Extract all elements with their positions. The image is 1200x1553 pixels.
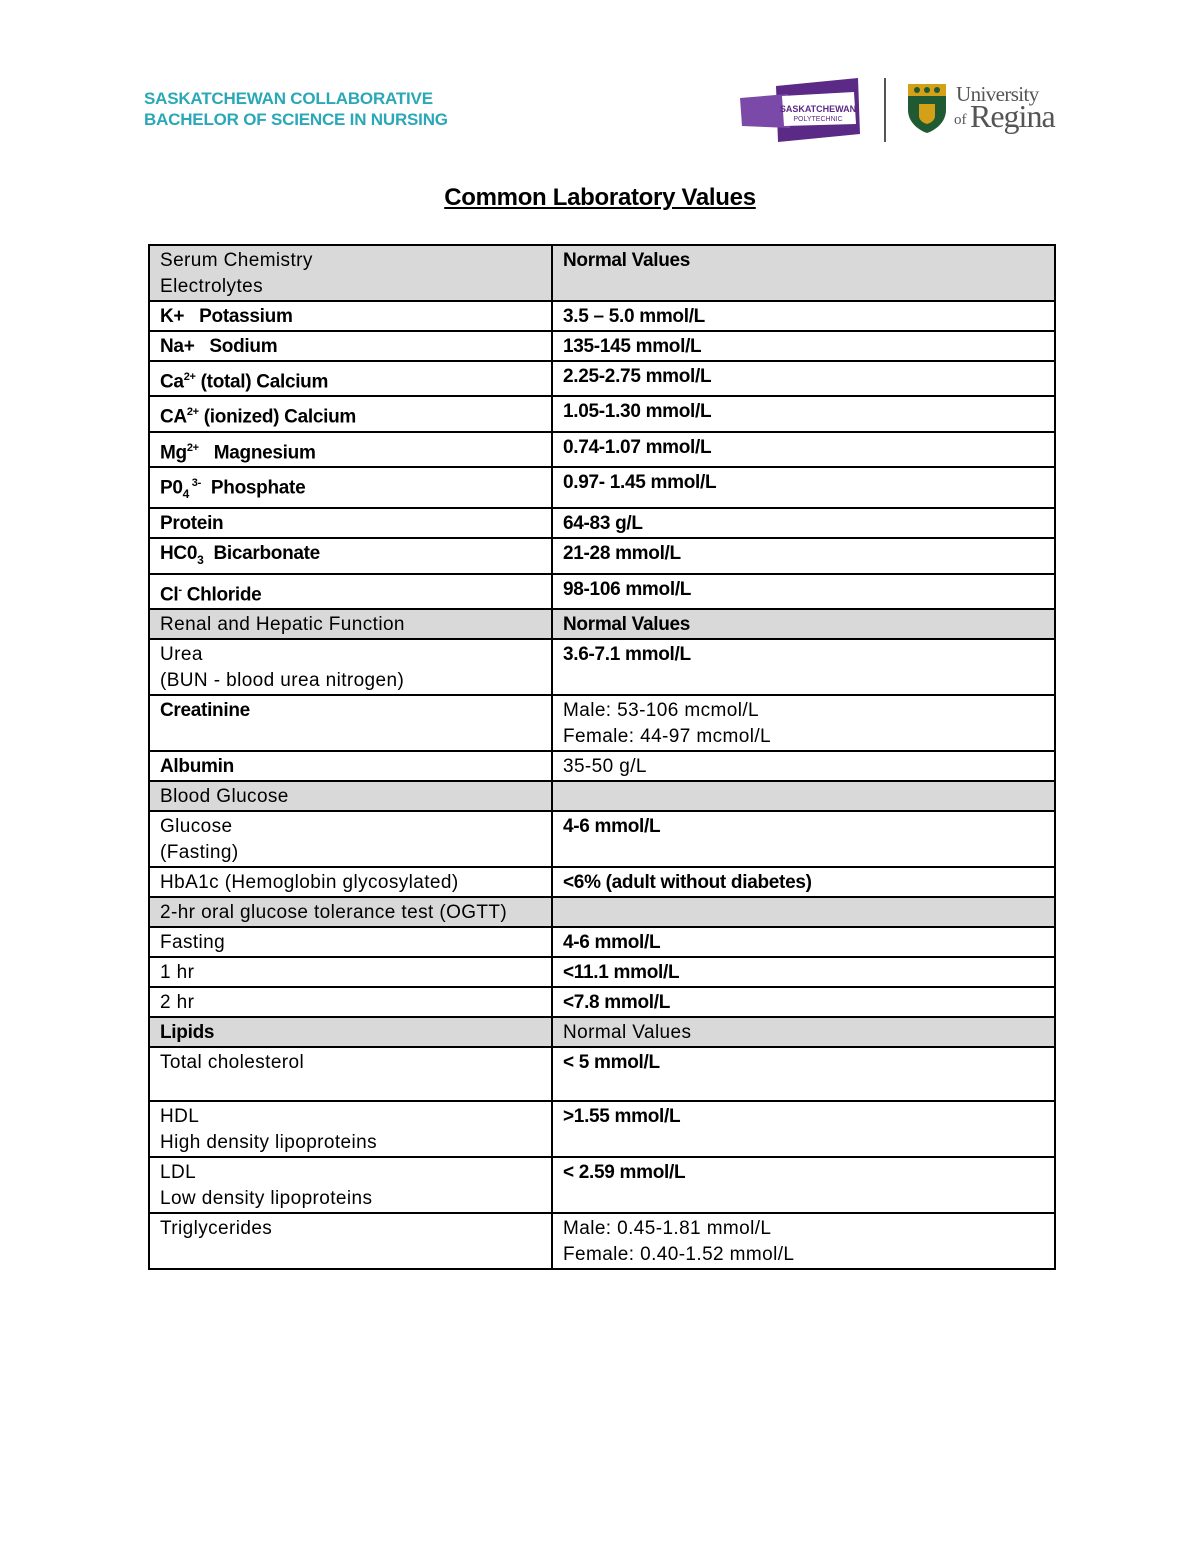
section-header-empty-cell bbox=[552, 781, 1055, 811]
lab-name: HbA1c (Hemoglobin glycosylated) bbox=[149, 867, 552, 897]
table-row-chloride bbox=[149, 574, 1055, 609]
table-row-calcium-total bbox=[149, 361, 1055, 396]
lab-name-line-1: HDL bbox=[160, 1106, 200, 1128]
lab-name bbox=[149, 1101, 552, 1157]
crest-icon bbox=[906, 82, 948, 134]
section-label: 2-hr oral glucose tolerance test (OGTT) bbox=[149, 897, 552, 927]
lab-name-line-1: Glucose bbox=[160, 816, 233, 838]
table-row-ldl bbox=[149, 1157, 1055, 1213]
lab-value: < 5 mmol/L bbox=[552, 1047, 1055, 1101]
lab-name: Na+ Sodium bbox=[149, 331, 552, 361]
lab-value: 3.5 – 5.0 mmol/L bbox=[552, 301, 1055, 331]
lab-name-text: Chloride bbox=[181, 584, 262, 606]
table-row-protein bbox=[149, 508, 1055, 538]
section-header-serum bbox=[149, 245, 1055, 301]
lab-value: 3.6-7.1 mmol/L bbox=[552, 639, 1055, 695]
table-row-albumin bbox=[149, 751, 1055, 781]
lab-name bbox=[149, 639, 552, 695]
lab-name-line-1: LDL bbox=[160, 1162, 197, 1184]
lab-name bbox=[149, 361, 552, 396]
column-header-normal-values: Normal Values bbox=[552, 609, 1055, 639]
charge-superscript: 2+ bbox=[186, 406, 199, 419]
lab-value-female: Female: 44-97 mcmol/L bbox=[563, 726, 771, 748]
charge-superscript: - bbox=[178, 583, 182, 596]
section-label: Lipids bbox=[149, 1017, 552, 1047]
lab-value bbox=[552, 1213, 1055, 1269]
lab-value: <6% (adult without diabetes) bbox=[552, 867, 1055, 897]
lab-name bbox=[149, 467, 552, 508]
charge-superscript: 3- bbox=[189, 476, 201, 489]
lab-value: 1.05-1.30 mmol/L bbox=[552, 396, 1055, 431]
program-header-line-2: BACHELOR OF SCIENCE IN NURSING bbox=[144, 110, 448, 129]
lab-name-text: (total) Calcium bbox=[195, 371, 329, 393]
section-label-line-1: Serum Chemistry bbox=[160, 250, 313, 271]
lab-name-line-2: (BUN - blood urea nitrogen) bbox=[160, 670, 405, 692]
lab-name-line-2: High density lipoproteins bbox=[160, 1132, 378, 1154]
table-row-magnesium bbox=[149, 432, 1055, 467]
lab-name-symbol: Cl bbox=[160, 584, 179, 606]
lab-value: <11.1 mmol/L bbox=[552, 957, 1055, 987]
lab-name bbox=[149, 811, 552, 867]
table-row-bicarbonate bbox=[149, 538, 1055, 574]
page-title: Common Laboratory Values bbox=[444, 184, 756, 211]
table-row-glucose-fasting bbox=[149, 811, 1055, 867]
lab-values-table bbox=[148, 244, 1056, 1270]
lab-value: 135-145 mmol/L bbox=[552, 331, 1055, 361]
lab-name-symbol: Mg bbox=[160, 441, 187, 463]
lab-name-symbol: P0 bbox=[160, 477, 183, 499]
column-header-normal-values: Normal Values bbox=[552, 1017, 1055, 1047]
uofr-of-text: of bbox=[954, 112, 967, 128]
lab-name bbox=[149, 432, 552, 467]
section-label: Renal and Hepatic Function bbox=[149, 609, 552, 639]
charge-superscript: 2+ bbox=[183, 371, 196, 383]
lab-name-text: (ionized) Calcium bbox=[198, 406, 356, 428]
section-header-blood-glucose bbox=[149, 781, 1055, 811]
lab-name: Creatinine bbox=[149, 695, 552, 751]
lab-name bbox=[149, 538, 552, 574]
table-row-ogtt-2hr bbox=[149, 987, 1055, 1017]
table-row-urea bbox=[149, 639, 1055, 695]
lab-name: Total cholesterol bbox=[149, 1047, 552, 1101]
polytechnic-logo-line-2: POLYTECHNIC bbox=[793, 116, 843, 123]
table-row-hdl bbox=[149, 1101, 1055, 1157]
table-row-potassium bbox=[149, 301, 1055, 331]
lab-value: >1.55 mmol/L bbox=[552, 1101, 1055, 1157]
lab-name-symbol: Ca bbox=[160, 371, 184, 393]
lab-name-text: Phosphate bbox=[200, 477, 306, 499]
lab-name: Triglycerides bbox=[149, 1213, 552, 1269]
lab-name bbox=[149, 574, 552, 609]
lab-name-line-2: Low density lipoproteins bbox=[160, 1188, 373, 1210]
table-row-total-cholesterol bbox=[149, 1047, 1055, 1101]
lab-value-male: Male: 53-106 mcmol/L bbox=[563, 700, 759, 722]
lab-name: 2 hr bbox=[149, 987, 552, 1017]
table-row-triglycerides bbox=[149, 1213, 1055, 1269]
lab-name-line-1: Urea bbox=[160, 644, 203, 666]
lab-value: 64-83 g/L bbox=[552, 508, 1055, 538]
lab-value bbox=[552, 695, 1055, 751]
lab-value-male: Male: 0.45-1.81 mmol/L bbox=[563, 1218, 772, 1240]
subscript: 4 bbox=[182, 487, 190, 502]
lab-name: Fasting bbox=[149, 927, 552, 957]
table-row-ogtt-fasting bbox=[149, 927, 1055, 957]
lab-value: 4-6 mmol/L bbox=[552, 811, 1055, 867]
table-row-calcium-ionized bbox=[149, 396, 1055, 431]
lab-name-symbol: HC0 bbox=[160, 543, 198, 565]
lab-name: Albumin bbox=[149, 751, 552, 781]
lab-value: 35-50 g/L bbox=[552, 751, 1055, 781]
lab-value: <7.8 mmol/L bbox=[552, 987, 1055, 1017]
lab-value: < 2.59 mmol/L bbox=[552, 1157, 1055, 1213]
lab-name-symbol: CA bbox=[160, 406, 187, 428]
lab-name-text: Magnesium bbox=[198, 441, 316, 463]
section-label: Blood Glucose bbox=[149, 781, 552, 811]
uofr-regina-text: Regina bbox=[970, 98, 1055, 134]
lab-name bbox=[149, 396, 552, 431]
university-of-regina-logo bbox=[906, 82, 1066, 138]
table-row-phosphate bbox=[149, 467, 1055, 508]
lab-name bbox=[149, 1157, 552, 1213]
lab-value: 0.97- 1.45 mmol/L bbox=[552, 467, 1055, 508]
table-row-creatinine bbox=[149, 695, 1055, 751]
logo-divider bbox=[884, 78, 886, 142]
section-header-renal bbox=[149, 609, 1055, 639]
program-header bbox=[144, 88, 448, 130]
table-row-hba1c bbox=[149, 867, 1055, 897]
lab-value: 0.74-1.07 mmol/L bbox=[552, 432, 1055, 467]
section-header-empty-cell bbox=[552, 897, 1055, 927]
column-header-normal-values: Normal Values bbox=[552, 245, 1055, 301]
lab-value: 4-6 mmol/L bbox=[552, 927, 1055, 957]
charge-superscript: 2+ bbox=[186, 441, 199, 454]
lab-value: 2.25-2.75 mmol/L bbox=[552, 361, 1055, 396]
polytechnic-logo-line-1: SASKATCHEWAN bbox=[779, 104, 857, 114]
program-header-line-1: SASKATCHEWAN COLLABORATIVE bbox=[144, 89, 433, 108]
section-label bbox=[149, 245, 552, 301]
subscript: 3 bbox=[197, 552, 204, 567]
section-header-lipids bbox=[149, 1017, 1055, 1047]
lab-name: 1 hr bbox=[149, 957, 552, 987]
table-row-sodium bbox=[149, 331, 1055, 361]
table-row-ogtt-1hr bbox=[149, 957, 1055, 987]
lab-name: Protein bbox=[149, 508, 552, 538]
lab-name-line-2: (Fasting) bbox=[160, 842, 239, 864]
lab-value: 21-28 mmol/L bbox=[552, 538, 1055, 574]
section-header-ogtt bbox=[149, 897, 1055, 927]
lab-value: 98-106 mmol/L bbox=[552, 574, 1055, 609]
section-label-line-2: Electrolytes bbox=[160, 276, 264, 297]
lab-name-text: Bicarbonate bbox=[203, 543, 320, 565]
lab-value-female: Female: 0.40-1.52 mmol/L bbox=[563, 1244, 795, 1266]
lab-name: K+ Potassium bbox=[149, 301, 552, 331]
saskatchewan-polytechnic-logo bbox=[738, 76, 864, 144]
uofr-university-text: University bbox=[956, 82, 1039, 106]
